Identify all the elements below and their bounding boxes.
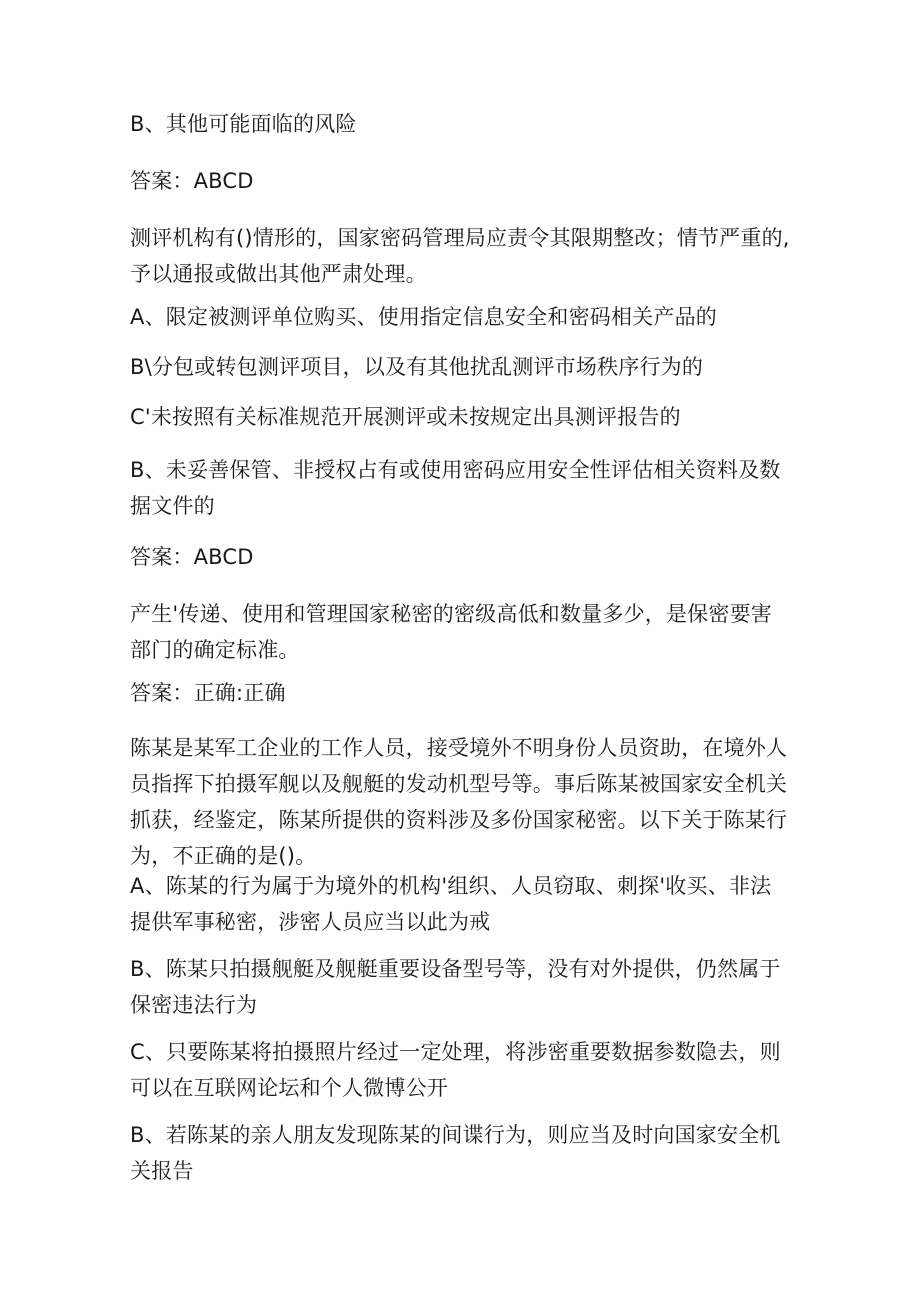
question-chen-case: 陈某是某军工企业的工作人员，接受境外不明身份人员资助，在境外人员指挥下拍摄军舰以及舰艇的发动机型号等。事后陈某被国家安全机关抓获，经鉴定，陈某所提供的资料涉及多份国家秘密。以下关于陈某行为，不正确的是()。 bbox=[130, 736, 788, 868]
option-c-standards: C'未按照有关标准规范开展测评或未按规定出具测评报告的 bbox=[130, 405, 681, 429]
question-evaluation-agency: 测评机构有()情形的，国家密码管理局应责令其限期整改；情节严重的,予以通报或做出其他严肃处理。 bbox=[130, 226, 790, 286]
option-b-chen: B、陈某只拍摄舰艇及舰艇重要设备型号等，没有对外提供，仍然属于保密违法行为 bbox=[130, 957, 781, 1017]
option-b-data-files: B、未妥善保管、非授权占有或使用密码应用安全性评估相关资料及数据文件的 bbox=[130, 458, 781, 518]
question-secret-level: 产生'传递、使用和管理国家秘密的密级高低和数量多少，是保密要害部门的确定标准。 bbox=[130, 602, 772, 662]
option-c-chen: C、只要陈某将拍摄照片经过一定处理，将涉密重要数据参数隐去，则可以在互联网论坛和个人微博公开 bbox=[130, 1040, 781, 1100]
answer-1: 答案：ABCD bbox=[130, 169, 254, 193]
option-b-report: B、若陈某的亲人朋友发现陈某的间谍行为，则应当及时向国家安全机关报告 bbox=[130, 1123, 781, 1183]
option-a-designated-products: A、限定被测评单位购买、使用指定信息安全和密码相关产品的 bbox=[130, 305, 717, 329]
option-a-chen: A、陈某的行为属于为境外的机构'组织、人员窃取、刺探'收买、非法提供军事秘密，涉密人员应当以此为戒 bbox=[130, 874, 772, 934]
option-b-subcontract: B\分包或转包测评项目，以及有其他扰乱测评市场秩序行为的 bbox=[130, 355, 704, 379]
option-b-risk: B、其他可能面临的风险 bbox=[130, 112, 357, 136]
answer-3: 答案：正确:正确 bbox=[130, 681, 286, 705]
answer-2: 答案：ABCD bbox=[130, 545, 254, 569]
